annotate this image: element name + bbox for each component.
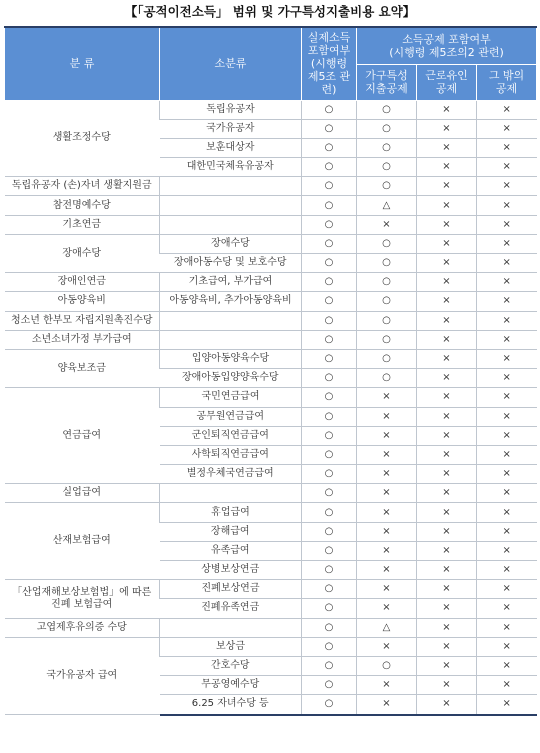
real-income-cell: ○ bbox=[302, 215, 357, 234]
other-cell: × bbox=[477, 292, 537, 311]
household-cell: △ bbox=[357, 196, 417, 215]
other-cell: × bbox=[477, 637, 537, 656]
earned-cell: × bbox=[417, 196, 477, 215]
other-cell: × bbox=[477, 349, 537, 368]
earned-cell: × bbox=[417, 445, 477, 464]
earned-cell: × bbox=[417, 388, 477, 407]
category-cell: 고엽제후유의증 수당 bbox=[5, 618, 160, 637]
earned-cell: × bbox=[417, 465, 477, 484]
category-cell: 청소년 한부모 자립지원촉진수당 bbox=[5, 311, 160, 330]
subcategory-cell: 장애수당 bbox=[160, 234, 302, 253]
household-cell: × bbox=[357, 215, 417, 234]
real-income-cell: ○ bbox=[302, 100, 357, 119]
household-cell: × bbox=[357, 676, 417, 695]
other-cell: × bbox=[477, 676, 537, 695]
table-row bbox=[5, 273, 537, 292]
household-cell: ○ bbox=[357, 138, 417, 157]
header-deduction-group bbox=[357, 27, 537, 64]
subcategory-cell: 6.25 자녀수당 등 bbox=[160, 695, 302, 715]
earned-cell: × bbox=[417, 177, 477, 196]
table-header bbox=[5, 27, 537, 100]
category-cell: 산재보험급여 bbox=[5, 503, 160, 580]
household-cell: × bbox=[357, 580, 417, 599]
other-cell: × bbox=[477, 119, 537, 138]
household-cell: × bbox=[357, 407, 417, 426]
subcategory-cell: 장애아동수당 및 보호수당 bbox=[160, 254, 302, 273]
other-cell: × bbox=[477, 311, 537, 330]
header-real-income-label: 실제소득 포함여부 (시행령 제5조 관련) bbox=[307, 31, 351, 97]
earned-cell: × bbox=[417, 234, 477, 253]
earned-cell: × bbox=[417, 292, 477, 311]
household-cell: ○ bbox=[357, 234, 417, 253]
real-income-cell: ○ bbox=[302, 234, 357, 253]
household-cell: ○ bbox=[357, 177, 417, 196]
other-cell: × bbox=[477, 254, 537, 273]
other-cell: × bbox=[477, 484, 537, 503]
subcategory-cell: 대한민국체육유공자 bbox=[160, 158, 302, 177]
category-cell: 「산업재해보상보험법」에 따른 진폐 보험급여 bbox=[5, 580, 160, 618]
real-income-cell: ○ bbox=[302, 330, 357, 349]
earned-cell: × bbox=[417, 158, 477, 177]
header-category: 분 류 bbox=[5, 27, 160, 100]
document-title: 【「공적이전소득」 범위 및 가구특성지출비용 요약】 bbox=[124, 4, 416, 19]
other-cell: × bbox=[477, 503, 537, 522]
header-household bbox=[357, 64, 417, 100]
subcategory-cell bbox=[160, 215, 302, 234]
household-cell: ○ bbox=[357, 330, 417, 349]
household-cell: × bbox=[357, 522, 417, 541]
other-cell: × bbox=[477, 695, 537, 715]
other-cell: × bbox=[477, 561, 537, 580]
other-cell: × bbox=[477, 215, 537, 234]
real-income-cell: ○ bbox=[302, 522, 357, 541]
subcategory-cell: 상병보상연금 bbox=[160, 561, 302, 580]
category-cell: 연금급여 bbox=[5, 388, 160, 484]
header-deduction-group-label: 소득공제 포함여부 (시행령 제5조의2 관련) bbox=[389, 32, 504, 59]
real-income-cell: ○ bbox=[302, 676, 357, 695]
subcategory-cell: 보훈대상자 bbox=[160, 138, 302, 157]
subcategory-cell bbox=[160, 311, 302, 330]
household-cell: ○ bbox=[357, 100, 417, 119]
table-row bbox=[5, 349, 537, 368]
earned-cell: × bbox=[417, 349, 477, 368]
subcategory-cell bbox=[160, 618, 302, 637]
household-cell: × bbox=[357, 599, 417, 618]
category-cell: 아동양육비 bbox=[5, 292, 160, 311]
subcategory-cell: 간호수당 bbox=[160, 656, 302, 675]
other-cell: × bbox=[477, 426, 537, 445]
real-income-cell: ○ bbox=[302, 618, 357, 637]
subcategory-cell: 무공영예수당 bbox=[160, 676, 302, 695]
category-cell: 소년소녀가정 부가급여 bbox=[5, 330, 160, 349]
other-cell: × bbox=[477, 273, 537, 292]
category-cell: 독립유공자 (손)자녀 생활지원금 bbox=[5, 177, 160, 196]
header-earned bbox=[417, 64, 477, 100]
category-cell: 참전명예수당 bbox=[5, 196, 160, 215]
real-income-cell: ○ bbox=[302, 349, 357, 368]
subcategory-cell: 아동양육비, 추가아동양육비 bbox=[160, 292, 302, 311]
table-row bbox=[5, 234, 537, 253]
subcategory-cell: 장애아동입양양육수당 bbox=[160, 369, 302, 388]
table-row bbox=[5, 311, 537, 330]
earned-cell: × bbox=[417, 503, 477, 522]
subcategory-cell: 독립유공자 bbox=[160, 100, 302, 119]
table-row bbox=[5, 215, 537, 234]
table-row bbox=[5, 580, 537, 599]
earned-cell: × bbox=[417, 484, 477, 503]
other-cell: × bbox=[477, 541, 537, 560]
other-cell: × bbox=[477, 196, 537, 215]
real-income-cell: ○ bbox=[302, 695, 357, 715]
household-cell: × bbox=[357, 445, 417, 464]
subcategory-cell: 국민연금급여 bbox=[160, 388, 302, 407]
other-cell: × bbox=[477, 618, 537, 637]
real-income-cell: ○ bbox=[302, 138, 357, 157]
household-cell: ○ bbox=[357, 292, 417, 311]
household-cell: ○ bbox=[357, 254, 417, 273]
real-income-cell: ○ bbox=[302, 599, 357, 618]
household-cell: × bbox=[357, 541, 417, 560]
other-cell: × bbox=[477, 522, 537, 541]
other-cell: × bbox=[477, 330, 537, 349]
household-cell: ○ bbox=[357, 349, 417, 368]
earned-cell: × bbox=[417, 273, 477, 292]
category-cell: 국가유공자 급여 bbox=[5, 637, 160, 714]
household-cell: × bbox=[357, 426, 417, 445]
table-row bbox=[5, 196, 537, 215]
real-income-cell: ○ bbox=[302, 388, 357, 407]
other-cell: × bbox=[477, 158, 537, 177]
household-cell: × bbox=[357, 388, 417, 407]
other-cell: × bbox=[477, 234, 537, 253]
table-row bbox=[5, 503, 537, 522]
household-cell: ○ bbox=[357, 656, 417, 675]
header-subcategory: 소분류 bbox=[160, 27, 302, 100]
category-cell: 장애인연금 bbox=[5, 273, 160, 292]
earned-cell: × bbox=[417, 100, 477, 119]
real-income-cell: ○ bbox=[302, 177, 357, 196]
category-cell: 양육보조금 bbox=[5, 349, 160, 387]
header-real-income bbox=[302, 27, 357, 100]
earned-cell: × bbox=[417, 656, 477, 675]
table-row bbox=[5, 484, 537, 503]
earned-cell: × bbox=[417, 407, 477, 426]
earned-cell: × bbox=[417, 119, 477, 138]
earned-cell: × bbox=[417, 330, 477, 349]
real-income-cell: ○ bbox=[302, 503, 357, 522]
other-cell: × bbox=[477, 580, 537, 599]
household-cell: × bbox=[357, 503, 417, 522]
subcategory-cell: 기초급여, 부가급여 bbox=[160, 273, 302, 292]
subcategory-cell: 휴업급여 bbox=[160, 503, 302, 522]
real-income-cell: ○ bbox=[302, 637, 357, 656]
real-income-cell: ○ bbox=[302, 369, 357, 388]
real-income-cell: ○ bbox=[302, 196, 357, 215]
real-income-cell: ○ bbox=[302, 292, 357, 311]
real-income-cell: ○ bbox=[302, 445, 357, 464]
subcategory-cell: 보상금 bbox=[160, 637, 302, 656]
real-income-cell: ○ bbox=[302, 580, 357, 599]
real-income-cell: ○ bbox=[302, 541, 357, 560]
subcategory-cell bbox=[160, 330, 302, 349]
other-cell: × bbox=[477, 177, 537, 196]
subcategory-cell bbox=[160, 484, 302, 503]
table-row bbox=[5, 330, 537, 349]
other-cell: × bbox=[477, 465, 537, 484]
real-income-cell: ○ bbox=[302, 561, 357, 580]
other-cell: × bbox=[477, 388, 537, 407]
subcategory-cell: 유족급여 bbox=[160, 541, 302, 560]
subcategory-cell bbox=[160, 177, 302, 196]
household-cell: × bbox=[357, 561, 417, 580]
subcategory-cell: 장해급여 bbox=[160, 522, 302, 541]
real-income-cell: ○ bbox=[302, 407, 357, 426]
real-income-cell: ○ bbox=[302, 426, 357, 445]
table-body bbox=[5, 100, 537, 715]
earned-cell: × bbox=[417, 541, 477, 560]
category-cell: 실업급여 bbox=[5, 484, 160, 503]
table-row bbox=[5, 100, 537, 119]
header-other-label: 그 밖의 공제 bbox=[488, 69, 525, 95]
header-household-label: 가구특성 지출공제 bbox=[365, 69, 408, 95]
real-income-cell: ○ bbox=[302, 656, 357, 675]
household-cell: × bbox=[357, 695, 417, 715]
subcategory-cell: 공무원연금급여 bbox=[160, 407, 302, 426]
earned-cell: × bbox=[417, 580, 477, 599]
other-cell: × bbox=[477, 369, 537, 388]
subcategory-cell: 진폐유족연금 bbox=[160, 599, 302, 618]
household-cell: × bbox=[357, 484, 417, 503]
earned-cell: × bbox=[417, 599, 477, 618]
table-row bbox=[5, 637, 537, 656]
earned-cell: × bbox=[417, 369, 477, 388]
household-cell: × bbox=[357, 465, 417, 484]
table-row bbox=[5, 618, 537, 637]
other-cell: × bbox=[477, 138, 537, 157]
subcategory-cell: 별정우체국연금급여 bbox=[160, 465, 302, 484]
real-income-cell: ○ bbox=[302, 119, 357, 138]
earned-cell: × bbox=[417, 215, 477, 234]
header-other bbox=[477, 64, 537, 100]
household-cell: ○ bbox=[357, 119, 417, 138]
real-income-cell: ○ bbox=[302, 158, 357, 177]
subcategory-cell: 입양아동양육수당 bbox=[160, 349, 302, 368]
real-income-cell: ○ bbox=[302, 273, 357, 292]
earned-cell: × bbox=[417, 522, 477, 541]
table-row bbox=[5, 177, 537, 196]
household-cell: ○ bbox=[357, 273, 417, 292]
other-cell: × bbox=[477, 599, 537, 618]
summary-table bbox=[4, 26, 537, 716]
other-cell: × bbox=[477, 407, 537, 426]
household-cell: △ bbox=[357, 618, 417, 637]
household-cell: ○ bbox=[357, 158, 417, 177]
real-income-cell: ○ bbox=[302, 311, 357, 330]
earned-cell: × bbox=[417, 311, 477, 330]
household-cell: ○ bbox=[357, 311, 417, 330]
category-cell: 기초연금 bbox=[5, 215, 160, 234]
real-income-cell: ○ bbox=[302, 465, 357, 484]
earned-cell: × bbox=[417, 561, 477, 580]
other-cell: × bbox=[477, 100, 537, 119]
earned-cell: × bbox=[417, 618, 477, 637]
subcategory-cell: 군인퇴직연금급여 bbox=[160, 426, 302, 445]
table-row bbox=[5, 388, 537, 407]
earned-cell: × bbox=[417, 695, 477, 715]
subcategory-cell: 진폐보상연금 bbox=[160, 580, 302, 599]
earned-cell: × bbox=[417, 138, 477, 157]
header-earned-label: 근로유인 공제 bbox=[425, 69, 468, 95]
table-row bbox=[5, 292, 537, 311]
earned-cell: × bbox=[417, 676, 477, 695]
subcategory-cell: 사학퇴직연금급여 bbox=[160, 445, 302, 464]
earned-cell: × bbox=[417, 426, 477, 445]
subcategory-cell: 국가유공자 bbox=[160, 119, 302, 138]
real-income-cell: ○ bbox=[302, 484, 357, 503]
household-cell: ○ bbox=[357, 369, 417, 388]
category-cell: 장애수당 bbox=[5, 234, 160, 272]
earned-cell: × bbox=[417, 254, 477, 273]
real-income-cell: ○ bbox=[302, 254, 357, 273]
category-cell: 생활조정수당 bbox=[5, 100, 160, 177]
household-cell: × bbox=[357, 637, 417, 656]
other-cell: × bbox=[477, 656, 537, 675]
other-cell: × bbox=[477, 445, 537, 464]
subcategory-cell bbox=[160, 196, 302, 215]
earned-cell: × bbox=[417, 637, 477, 656]
